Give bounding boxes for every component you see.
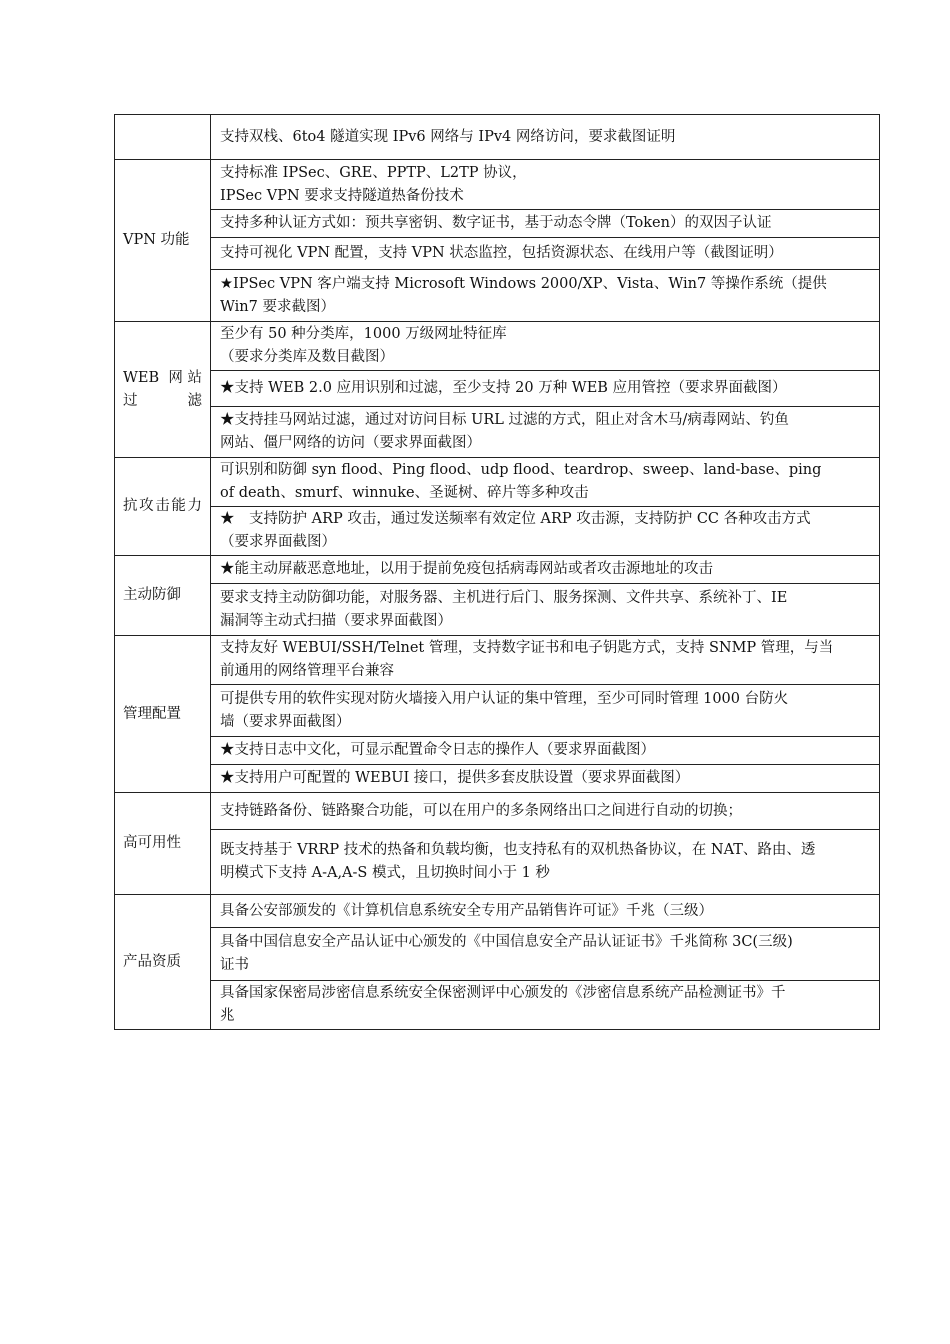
table-row — [115, 793, 880, 830]
requirement-text-line: 漏洞等主动式扫描（要求界面截图） — [220, 612, 452, 629]
table-row — [115, 556, 880, 584]
table-row — [115, 371, 880, 407]
requirement-text-line: 至少有 50 种分类库，1000 万级网址特征库 — [220, 326, 507, 342]
requirement-text-line: ★支持用户可配置的 WEBUI 接口，提供多套皮肤设置（要求界面截图） — [220, 770, 690, 786]
requirement-text-line: 既支持基于 VRRP 技术的热备和负载均衡，也支持私有的双机热备协议，在 NAT、路由、透 — [220, 842, 816, 858]
requirement-text-line: 前通用的网络管理平台兼容 — [220, 663, 394, 679]
requirement-text-line: 支持友好 WEBUI/SSH/Telnet 管理，支持数字证书和电子钥匙方式，支持 SNMP 管理，与当 — [220, 640, 834, 656]
table-row — [115, 584, 880, 636]
category-cell-web-filter: WEB 网站过滤 — [115, 322, 211, 458]
requirement-text-line: 具备公安部颁发的《计算机信息系统安全专用产品销售许可证》千兆（三级） — [220, 902, 713, 919]
requirement-text-line: 可提供专用的软件实现对防火墙接入用户认证的集中管理，至少可同时管理 1000 台防火 — [220, 690, 789, 707]
requirement-text-line: （要求界面截图） — [220, 534, 336, 550]
requirement-text-line: ★支持 WEB 2.0 应用识别和过滤，至少支持 20 万种 WEB 应用管控（要求界面截图） — [220, 380, 787, 396]
requirement-cell — [211, 765, 880, 793]
requirement-cell — [211, 210, 880, 238]
requirement-cell — [211, 981, 880, 1030]
table-row — [115, 981, 880, 1030]
requirement-text-line: 支持链路备份、链路聚合功能，可以在用户的多条网络出口之间进行自动的切换； — [220, 802, 742, 819]
table-row — [115, 160, 880, 210]
category-cell-high-availability: 高可用性 — [115, 793, 211, 895]
requirement-text-line: 证书 — [220, 957, 249, 973]
requirement-text-line: 支持双栈、6to4 隧道实现 IPv6 网络与 IPv4 网络访问，要求截图证明 — [220, 128, 676, 145]
requirement-cell — [211, 584, 880, 636]
table-row — [115, 507, 880, 556]
category-cell-vpn: VPN 功能 — [115, 160, 211, 322]
table-row — [115, 830, 880, 895]
requirement-text-line: ★IPSec VPN 客户端支持 Microsoft Windows 2000/XP、Vista、Win7 等操作系统（提供 — [220, 275, 827, 292]
requirement-cell — [211, 322, 880, 371]
requirement-cell — [211, 160, 880, 210]
requirement-text-line: 可识别和防御 syn flood、Ping flood、udp flood、teardrop、sweep、land-base、ping — [220, 462, 822, 478]
table-row — [115, 458, 880, 507]
requirement-text-line: 具备国家保密局涉密信息系统安全保密测评中心颁发的《涉密信息系统产品检测证书》千 — [220, 985, 786, 1001]
table-row — [115, 765, 880, 793]
requirement-text-line: IPSec VPN 要求支持隧道热备份技术 — [220, 187, 464, 204]
requirement-text-line: 支持多种认证方式如：预共享密钥、数字证书，基于动态令牌（Token）的双因子认证 — [220, 215, 772, 231]
table-row — [115, 210, 880, 238]
requirement-text-line: ★支持日志中文化，可显示配置命令日志的操作人（要求界面截图） — [220, 742, 655, 758]
requirement-text-line: 网站、僵尸网络的访问（要求界面截图） — [220, 435, 481, 451]
table-row — [115, 115, 880, 160]
requirement-cell — [211, 238, 880, 270]
requirement-text-line: 明模式下支持 A-A,A-S 模式，且切换时间小于 1 秒 — [220, 865, 550, 881]
requirement-cell — [211, 407, 880, 458]
requirement-cell — [211, 371, 880, 407]
requirement-cell — [211, 636, 880, 685]
requirement-text-line: 支持标准 IPSec、GRE、PPTP、L2TP 协议， — [220, 164, 527, 181]
table-row — [115, 685, 880, 737]
requirement-cell — [211, 270, 880, 322]
table-row — [115, 322, 880, 371]
requirement-text-line: 要求支持主动防御功能，对服务器、主机进行后门、服务探测、文件共享、系统补丁、IE — [220, 589, 788, 606]
table-row — [115, 407, 880, 458]
requirement-cell — [211, 458, 880, 507]
requirement-text-line: 墙（要求界面截图） — [220, 713, 351, 730]
category-cell-ipv6 — [115, 115, 211, 160]
requirement-text-line: 具备中国信息安全产品认证中心颁发的《中国信息安全产品认证证书》千兆简称 3C(三级) — [220, 934, 793, 950]
spec-table — [114, 114, 880, 1030]
category-cell-management: 管理配置 — [115, 636, 211, 793]
requirement-cell — [211, 830, 880, 895]
requirement-cell — [211, 556, 880, 584]
requirement-text-line: 兆 — [220, 1008, 235, 1024]
requirement-cell — [211, 507, 880, 556]
requirement-cell — [211, 115, 880, 160]
requirement-cell — [211, 928, 880, 981]
category-cell-active-defense: 主动防御 — [115, 556, 211, 636]
requirement-cell — [211, 737, 880, 765]
requirement-cell — [211, 895, 880, 928]
requirement-cell — [211, 793, 880, 830]
table-row — [115, 636, 880, 685]
requirement-text-line: Win7 要求截图） — [220, 298, 335, 315]
requirement-text-line: of death、smurf、winnuke、圣诞树、碎片等多种攻击 — [220, 485, 589, 501]
spec-table-body — [115, 115, 880, 1030]
requirement-text-line: （要求分类库及数目截图） — [220, 349, 394, 365]
requirement-text-line: 支持可视化 VPN 配置，支持 VPN 状态监控，包括资源状态、在线用户等（截图证明） — [220, 245, 783, 261]
category-cell-anti-attack: 抗攻击能力 — [115, 458, 211, 556]
table-row — [115, 928, 880, 981]
table-row — [115, 737, 880, 765]
requirement-cell — [211, 685, 880, 737]
table-row — [115, 238, 880, 270]
requirement-text-line: ★能主动屏蔽恶意地址，以用于提前免疫包括病毒网站或者攻击源地址的攻击 — [220, 561, 713, 577]
table-row — [115, 895, 880, 928]
category-cell-certification: 产品资质 — [115, 895, 211, 1030]
requirement-text-line: ★ 支持防护 ARP 攻击，通过发送频率有效定位 ARP 攻击源，支持防护 CC 各种攻击方式 — [220, 511, 811, 527]
table-row — [115, 270, 880, 322]
requirement-text-line: ★支持挂马网站过滤，通过对访问目标 URL 过滤的方式，阻止对含木马/病毒网站、钓鱼 — [220, 412, 789, 428]
